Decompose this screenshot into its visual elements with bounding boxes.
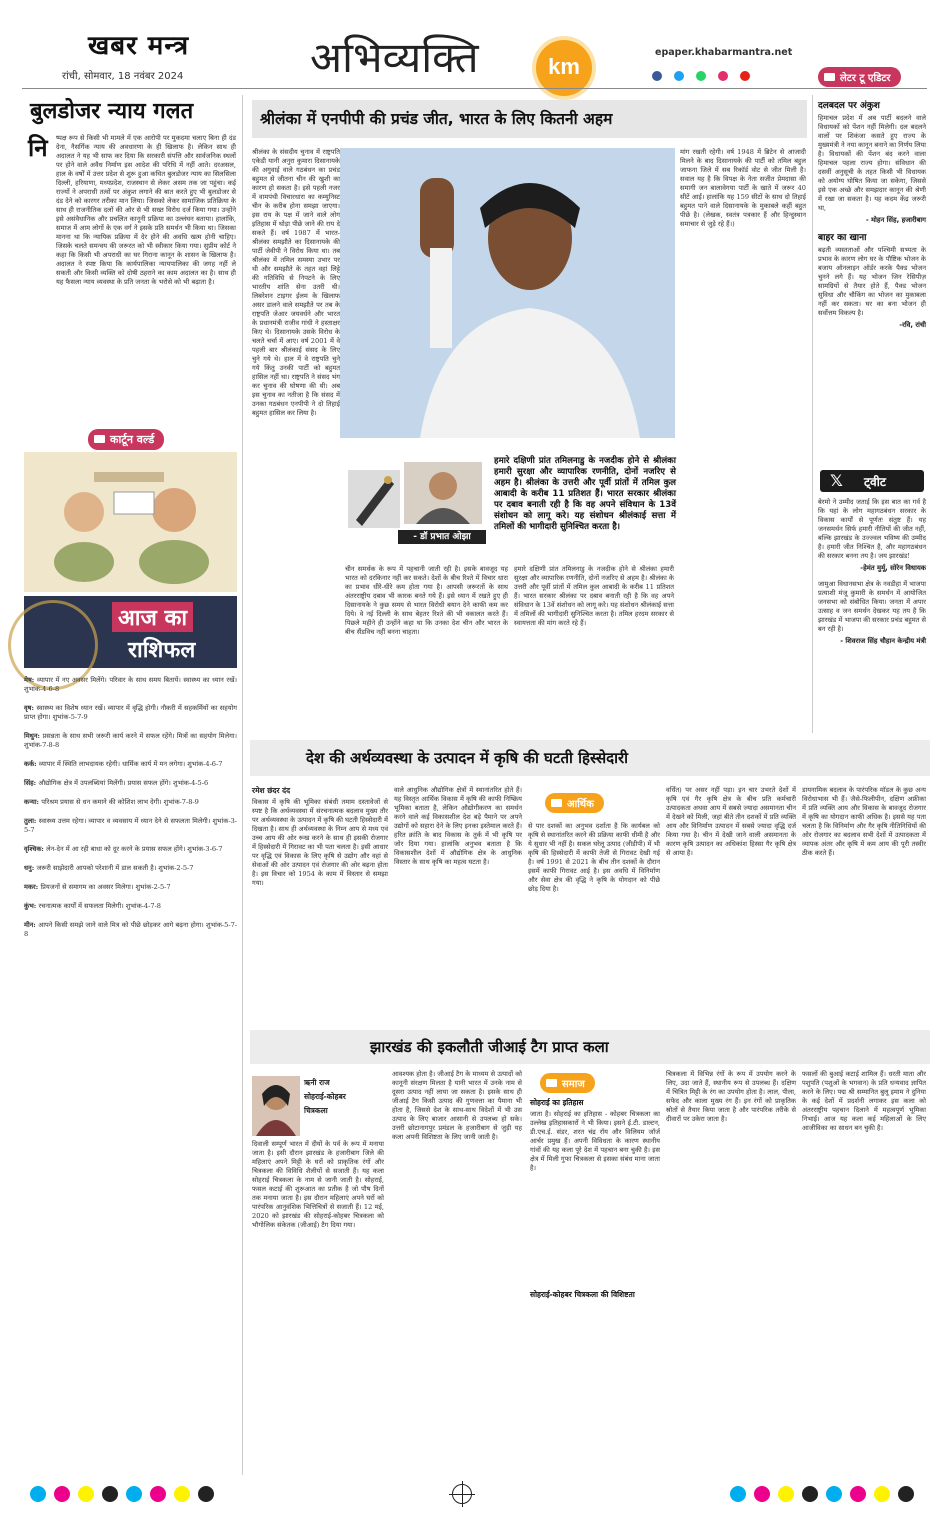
horoscope-entry <box>24 817 237 835</box>
lead-photo <box>340 148 675 438</box>
horoscope-text: प्रसन्नता के साथ सभी जरूरी कार्य करने में सफल रहेंगे। मित्रों का सहयोग मिलेगा। शुभांक-7-8-8 <box>24 732 237 749</box>
horoscope-title-line1: आज का <box>112 602 193 632</box>
horoscope-sign: कन्या: <box>24 798 42 806</box>
instagram-icon[interactable] <box>718 71 728 81</box>
youtube-icon[interactable] <box>740 71 750 81</box>
economy-author: रमेश छंदर दंद <box>252 786 291 795</box>
footer-registration <box>0 1478 945 1508</box>
economy-col-2: वाले आधुनिक औद्योगिक क्षेत्रों में स्थानांतरित होते हैं। यह विस्तृत आर्थिक विकास में कृषि की काफी निष्क्रिय भूमिका बताता है, लेकिन औद्योगीकरण का समर्थन करने वाले कई विकासशील देश बड़े पैमाने पर अपने उद्योगों को सहारा देने के लिए इनका इस्तेमाल करते हैं। हरित क्रांति के बाद विकास के तुर्क में भी कृषि पर जोर दिया गया। हालांकि अनुभव बताता है कि विकासशील देशों में औद्योगिक क्षेत्र के आधुनिक विस्तार के साथ कृषि का महत्व घटता है। <box>394 786 522 866</box>
gi-col-4: चित्रकला में विभिन्न रंगों के रूप में उपयोग करने के लिए, उदा जाते हैं, स्थानीय रूप से उपलब्ध हैं। दक्षिण में चित्रित मिट्टी के रंग का उपयोग होता है। लाल, पीला, सफेद और काला मुख्य रंग हैं। इन रंगों को प्राकृतिक स्रोतों से तैयार किया जाता है और पारंपरिक तरीके से दीवारों पर उकेरा जाता है। <box>666 1070 796 1123</box>
tweet-list <box>818 498 926 733</box>
cartoon-label <box>88 428 164 450</box>
paper-name: खबर मन्त्र <box>88 31 190 61</box>
editorial-body: ष्पक्ष रूप से किसी भी मामले में एक आरोपी पर मुकदमा चलाए बिना ही दंड देना, नैसर्गिक न्याय की अवधारणा के ही खिलाफ है। लेकिन साथ ही अदालत ने यह भी साफ कर दिया कि सरकारी संपत्ति और सार्वजनिक स्थलों पर होने वाले अवैध निर्माण इस आदेश की परिधि में नहीं आते। दरअसल, हाल के वर्षों में उत्तर प्रदेश से शुरू हुआ कथित बुलडोजर न्याय का सिलसिला दिल्ली, हरियाणा, मध्यप्रदेश, राजस्थान से लेकर असम तक जा पहुंचा। कई राज्यों ने अपराधी तत्वों पर अंकुश लगाने की बात करते हुए भी बुलडोजर से दंड देने को कारगर तरीका मान लिया। जिसको लेकर सामाजिक प्रतिक्रिया के साथ ही राजनीतिक दलों की ओर से भी सख्त विरोध दर्ज किया गया। उन्होंने इसे असंवैधानिक और प्रचलित कानूनी प्रक्रिया का उल्लंघन बताया। हालांकि, समाज में आम लोगों के एक वर्ग ने इसके प्रति समर्थन भी किया था। जिसका मानना था कि न्यायिक प्रक्रिया में देर होने की अवधि खत्म होनी चाहिए। जिसके चलते समन्वय की जरूरत को भी स्वीकार किया गया। सुप्रीम कोर्ट ने कहा कि किसी भी अपराधी का घर गिराना कानून के शासन के खिलाफ है। अदालत ने स्पष्ट किया कि कार्यपालिका न्यायपालिका की जगह नहीं ले सकती और किसी व्यक्ति को दोषी ठहराने का काम अदालत का है। साथ ही यह फैसला न्याय व्यवस्था के प्रति जनता के भरोसे को भी बढ़ाता है। <box>56 134 236 286</box>
gi-col-1: दिवाली सम्पूर्ण भारत में दीयों के पर्व के रूप में मनाया जाता है। इसी दौरान झारखंड के हजारीबाग जिले की महिलाएं अपने मिट्टी के घरों को प्राकृतिक रंगों और चित्रकला की विविधि शैलीयों से सजाती हैं। यह कला सोहराई चित्रकला के नाम से जानी जाती है। सोहराई, फसल कटाई की शुरूआत का प्रतीक है जो पौष दिनों तक मनाया जाता है। इस दौरान महिलाएं अपने घरों को पारंपरिक आनुवंशिक भित्तिचित्रों से सजाती हैं। 12 मई, 2020 को झारखंड की सोहराई-कोहबर चित्रकला को भौगोलिक संकेतक (जीआई) टैग दिया गया। <box>252 1140 384 1229</box>
horoscope-entry <box>24 798 237 807</box>
horoscope-text: जरूरी साझेदारी आपको परेशानी में डाल सकती है। शुभांक-2-5-7 <box>36 864 194 872</box>
pen-icon <box>348 470 400 528</box>
letter-sign: -रवि, रांची <box>899 321 926 329</box>
gi-subhead-2: सोहराई-कोहबर चित्रकला की विशिष्टता <box>530 1290 635 1299</box>
horoscope-text: स्वास्थ्य उत्तम रहेगा। व्यापार व व्यवसाय में ध्यान देने से सफलता मिलेगी। शुभांक-3-5-7 <box>24 817 237 834</box>
horoscope-list <box>24 676 237 1466</box>
whatsapp-icon[interactable] <box>696 71 706 81</box>
tweet-text: जामुआ विधानसभा क्षेत्र के नवडीहा में भाजपा प्रत्याशी मंजू कुमारी के समर्थन में आयोजित जनसभा को संबोधित किया। जनता में अपार उत्साह व जन समर्थन देखकर यह तय है कि झारखंड में भाजपा की सरकार प्रचंड बहुमत से बन रही है। <box>818 580 926 633</box>
lead-col-1: श्रीलंका के संसदीय चुनाव में राष्ट्रपति एकेडी यानी अनुरा कुमारा दिसानायके की अगुवाई वाले गठबंधन का प्रचंड बहुमत से जीतना चीन की खुशी का कारण हो सकता है। इसे पहली नजर में वामपंथी विचारधारा का कम्युनिस्ट चीन के करीब होना समझा जाएगा। इस राय के पक्ष में जाने वाले लोग इतिहास में थोड़ा पीछे जाने की राय दे सकते हैं। वर्ष 1987 में भारत-श्रीलंका समझौते का दिसानायके की पार्टी जेवीपी ने विरोध किया था। तब श्रीलंका में तमिल समस्या उभार पर थी और समझौते के तहत वहां लिट्टे की गतिविधि से निपटने के लिए भारतीय शांति सेना उतरी थी। लिबरेशन टाइगर ईलम के खिलाफ असर डालने वाले समझौते पर तब के राष्ट्रपति जेआर जयवर्धने और भारत के प्रधानमंत्री राजीव गांधी ने हस्ताक्षर किए थे। दिसानायके उसके विरोध के चलते चर्चा में आए। वर्ष 2001 में वे पहली बार श्रीलंकाई संसद के लिए चुने गये थे। हाल में वे राष्ट्रपति चुने गये किंतु उनकी पार्टी को बहुमत हासिल नहीं था। राष्ट्रपति ने संसद भंग कर चुनाव की घोषणा की थी। अब इस चुनाव का नतीजा है कि संसद में उनका गठबंधन एनपीपी ने दो तिहाई बहुमत हासिल कर लिया है। <box>252 148 340 417</box>
politician-photo <box>340 148 675 438</box>
horoscope-sign: मीन: <box>24 921 39 929</box>
masthead <box>0 0 945 90</box>
lead-headline: श्रीलंका में एनपीपी की प्रचंड जीत, भारत के लिए कितनी अहम <box>260 110 613 128</box>
tweet-label: ट्वीट <box>864 475 886 489</box>
tweet-text: बेरमो ने उम्मीद जताई कि इस बात का गर्व है कि यहां के लोग महागठबंधन सरकार के विकास कार्यों से पूर्णतः संतुष्ट हैं। यह जनसमर्थन सिर्फ हमारी नीतियों की जीत नहीं, बल्कि झारखंड के उज्ज्वल भविष्य की उम्मीद है। हमारी जीत निश्चित है, और महागठबंधन की सरकार बनना तय है। जय झारखंड! <box>818 498 926 560</box>
gi-headline: झारखंड की इकलौती जीआई टैग प्राप्त कला <box>370 1038 609 1056</box>
cartoon-illustration <box>24 452 237 592</box>
horoscope-entry <box>24 883 237 892</box>
horoscope-entry <box>24 676 237 694</box>
economy-col-4: वर्धित) पर असर नहीं पड़ा। इन चार उभरते देशों में कृषि एवं गैर कृषि क्षेत्र के बीच प्रति कर्मचारी उत्पादकता अथवा आय में सबसे ज्यादा असमानता चीन में देखने को मिली, जहां बीते तीन दशकों में प्रति व्यक्ति आय और विनिर्माण उत्पादन में सबसे ज्यादा वृद्धि दर्ज किया गया है। चीन में देखी जाने वाली असमानता के कारण कृषि उत्पादन का अधिकांश हिस्सा गैर कृषि क्षेत्र से आया है। <box>666 786 796 857</box>
lead-col-4: हमारे दक्षिणी प्रांत तमिलनाडु के नजदीक होने से श्रीलंका हमारी सुरक्षा और व्यापारिक रणनीति, दोनों नजरिए से अहम है। श्रीलंका के उत्तरी और पूर्वी प्रांतों में तमिल कुल आबादी के करीब 11 प्रतिशत हैं। भारत सरकार श्रीलंका पर दबाव बनाती रही है कि वह अपने संविधान के 13वें संशोधन को लागू करे। यह संशोधन श्रीलंकाई सत्ता में तमिलों की भागीदारी सुनिश्चित करता है। तमिल हरदम सरकार से स्वायत्तता की मांग करते रहे हैं। <box>514 565 674 627</box>
horoscope-sign: मेष: <box>24 676 37 684</box>
horoscope-sign: तुला: <box>24 817 39 825</box>
lead-headline-box <box>252 100 807 138</box>
social-icons <box>652 66 778 80</box>
horoscope-text: व्यापार में नए अवसर मिलेंगे। परिवार के साथ समय बितायें। स्वास्थ्य का ध्यान रखें। शुभांक-4-6-8 <box>24 676 237 693</box>
horoscope-entry <box>24 779 237 788</box>
horoscope-entry <box>24 864 237 873</box>
gi-col-5: फसलों की बुआई कटाई शामिल हैं। धरती माता और पशुपति (पशुओं के भगवान) के प्रति धन्यवाद ज्ञापित करने के लिए। पद्म श्री सम्मानित बुलू इमाम ने दुनिया के कई देशों में प्रदर्शनी लगाकर इस कला को अंतरराष्ट्रीय पहचान दिलाने में महत्वपूर्ण भूमिका निभाई। आज यह कला कई महिलाओं के लिए आजीविका का साधन बन चुकी है। <box>802 1070 926 1132</box>
horoscope-sign: कुंभ: <box>24 902 39 910</box>
horoscope-entry <box>24 760 237 769</box>
gi-author-name: ऋनी राज <box>304 1078 330 1087</box>
cartoon-image <box>24 452 237 592</box>
horoscope-text: औद्योगिक क्षेत्र में उपलब्धियां मिलेंगी। प्रयास सफल होंगे। शुभांक-4-5-6 <box>38 779 209 787</box>
letter-sign: - मोहन सिंह, हजारीबाग <box>865 216 926 224</box>
horoscope-sign: सिंह: <box>24 779 39 787</box>
author-portrait <box>404 462 482 524</box>
letter-text: बढ़ती व्यस्तताओं और पश्चिमी सभ्यता के प्रभाव के कारण लोग घर के पौष्टिक भोजन के बजाय ऑनलाइन ऑर्डर करके पैक्ड भोजन चुनने लगे हैं। यह भोजन जिन रेसिपीज़ सामग्रियों से तैयार होते हैं, पैक्ड भोजन सुविधा और चौकिंग का भोजन का मुकाबला नहीं कर सकता। घर का बना भोजन ही सर्वोत्तम विकल्प है। <box>818 246 926 317</box>
gi-headline-box <box>250 1030 930 1064</box>
section-title: अभिव्यक्ति <box>310 33 479 82</box>
crosshair-icon <box>452 1484 472 1504</box>
horoscope-sign: मिथुन: <box>24 732 43 740</box>
tweet-sign: -हेमंत मुर्मू, सोरेन विधायक <box>860 564 926 572</box>
gi-label-box <box>540 1072 595 1093</box>
horoscope-sign: वृश्चिक: <box>24 845 47 853</box>
horoscope-entry <box>24 845 237 854</box>
horoscope-text: परिश्रम प्रयास से धन कमाने की कोशिश लाभ देगी। शुभांक-7-8-9 <box>41 798 199 806</box>
facebook-icon[interactable] <box>652 71 662 81</box>
horoscope-sign: मकर: <box>24 883 41 891</box>
lead-pull-quote: हमारे दक्षिणी प्रांत तमिलनाडु के नजदीक होने से श्रीलंका हमारी सुरक्षा और व्यापारिक रणनीति, दोनों नजरिए से अहम है। श्रीलंका के उत्तरी और पूर्वी प्रांतों में तमिल कुल आबादी के करीब 11 प्रतिशत हैं। भारत सरकार श्रीलंका पर दबाव बनाती रही है कि वह अपने संविधान के 13वें संशोधन को लागू करे। यह संशोधन श्रीलंकाई सत्ता में तमिलों की भागीदारी सुनिश्चित करता है। <box>494 456 676 532</box>
economy-pill: आर्थिक <box>545 793 604 813</box>
lead-author: - डॉ प्रभात ओझा <box>413 532 471 542</box>
horoscope-title-line2: राशिफल <box>128 638 196 663</box>
horoscope-text: लेन-देन में आ रही बाधा को दूर करने के प्रयास सफल होंगे। शुभांक-3-6-7 <box>46 845 223 853</box>
editorial-body-cont <box>24 206 236 414</box>
gi-author-role2: चित्रकला <box>304 1106 328 1115</box>
horoscope-text: स्वास्थ्य का विशेष ध्यान रखें। व्यापार में वृद्धि होगी। नौकरी में सहकर्मियों का सहयोग प्राप्त होगा। शुभांक-5-7-9 <box>24 704 237 721</box>
horoscope-text: आपने किसी समझे जाने वाले मित्र को पीछे छोड़कर आगे बढ़ना होगा। शुभांक-5-7-8 <box>24 921 237 938</box>
letters-label-box <box>818 66 901 87</box>
letter-heading: बाहर का खाना <box>818 233 867 243</box>
economy-headline-box <box>250 740 930 776</box>
letters-pill: लेटर टू एडिटर <box>818 67 901 87</box>
tweet-sign: - शिवराज सिंह चौहान केन्द्रीय मंत्री <box>840 637 926 645</box>
horoscope-sign: कर्क: <box>24 760 39 768</box>
epaper-url[interactable]: epaper.khabarmantra.net <box>655 47 793 58</box>
twitter-icon[interactable] <box>674 71 684 81</box>
dateline: रांची, सोमवार, 18 नवंबर 2024 <box>62 71 184 82</box>
horoscope-entry <box>24 732 237 750</box>
tweet-label-box <box>820 470 924 492</box>
economy-col-3: से पार दशकों का अनुभव दर्शाता है कि कार्यबल को कृषि से स्थानांतरित करने की प्रक्रिया काफी धीमी है और ये सुधार भी नहीं है। सकल घरेलू उत्पाद (जीडीपी) में भी कृषि की हिस्सेदारी में काफी तेजी से गिरावट देखी गई है। वर्ष 1991 से 2021 के बीच तीन दशकों के दौरान इसमें काफी गिरावट आई है। इस अवधि में विनिर्माण और सेवा क्षेत्र की वृद्धि ने कृषि के योगदान को पीछे छोड़ दिया है। <box>528 822 660 893</box>
lead-col-3: चीन समर्थक के रूप में पहचानी जाती रही है। इसके बावजूद यह भारत को दरकिनार नहीं कर सकते। देशों के बीच रिश्ते में विचार धारा का प्रभाव धीरे-धीरे कम होता गया है। आपसी जरूरतों के साथ अंतरराष्ट्रीय दबाव भी कारक बनते गये हैं। इसे ध्यान में रखते हुए ही दिसानायके ने कुछ समय से भारत विरोधी बयान देने काफी कम कर दिये। वे नई दिल्ली के साथ बेहतर रिश्ते की भी वकालत करते हैं। पिछले महीने ही उन्होंने कहा था कि उनका देश चीन और भारत के बीच सैंडविच नहीं बनना चाहता। <box>345 565 508 636</box>
logo-text: km <box>548 54 580 79</box>
gi-pill: समाज <box>540 1073 595 1093</box>
horoscope-sign: वृष: <box>24 704 37 712</box>
gi-col-2: आवश्यक होता है। जीआई टैग के माध्यम से उत्पादों को कानूनी संरक्षण मिलता है यानी भारत में उनके नाम से दूसरा उत्पाद नहीं लाया जा सकता है। इसके साथ ही जीआई टैग किसी उत्पाद की गुणवत्ता का पैमाना भी होता है, जिससे देश के साथ-साथ विदेशों में भी उस उत्पाद के लिए बाजार आसानी से उपलब्ध हो सके। उत्तरी छोटानागपुर प्रमंडल के हजारीबाग से जुड़ी यह कला अपनी विशिष्टता के लिए जानी जाती है। <box>392 1070 522 1141</box>
author-tag <box>398 530 486 544</box>
horoscope-entry <box>24 704 237 722</box>
letters-list <box>818 92 926 460</box>
gi-col-3b <box>530 1314 660 1466</box>
economy-label-box <box>545 792 604 813</box>
gi-author-photo <box>252 1076 300 1136</box>
editorial-headline: बुलडोजर न्याय गलत <box>30 99 194 124</box>
gi-subhead-1: सोहराई का इतिहास <box>530 1098 584 1107</box>
horoscope-text: व्यापार में स्थिति लाभदायक रहेगी। धार्मिक कार्य में मन लगेगा। शुभांक-4-6-7 <box>38 760 223 768</box>
economy-col-1: विकास में कृषि की भूमिका संबंधी तमाम दस्तावेजों से स्पष्ट है कि अर्थव्यवस्था में संरचनात्मक बदलाव मुख्य तौर पर अर्थव्यवस्था के उत्पादन में कृषि की घटती हिस्सेदारी में दिखता है। साथ ही अर्थव्यवस्था के निम्न आय से मध्य एवं उच्च आय की ओर रूख करने के साथ ही इसकी रोजगार में हिस्सेदारी में गिरावट का भी पता चलता है। इसी आधार पर वृद्धि एवं विकास के लिए कृषि से उद्योग और वहां से सेवाओं की ओर उत्पादन एवं रोजगार की ओर बढ़ना होता है। इस विचार को 1954 के काम में विस्तार से समझा गया। <box>252 798 388 887</box>
horoscope-text: रचनात्मक कार्यों में सफलता मिलेगी। शुभांक-4-7-8 <box>38 902 161 910</box>
economy-col-5: डायनामिक बदलाव के पारंपरिक मॉडल के कुछ अन्य विरोधाभास भी हैं। जैसे-फिलीपीन, दक्षिण अफ्रीका में प्रति व्यक्ति आय और विकास के बावजूद रोजगार में कृषि का योगदान काफी अधिक है। इससे यह पता चलता है कि विनिर्माण और गैर कृषि नीतिनिधियों की ओर रोजगार का बदलाव सभी देशों में उत्पादकता में व्यापक अंतर और कृषि में कम आय की पूरी तस्वीर ठीक करते हैं। <box>802 786 926 857</box>
letter-text: हिमाचल प्रदेश में अब पार्टी बदलने वाले विधायकों को पेंशन नहीं मिलेगी। दल बदलने वालों पर शिकंजा कसते हुए राज्य के मुख्यमंत्री ने नया कानून बनाने का निर्णय लिया है। विधायकों की पेंशन बंद करने वाला हिमाचल पहला राज्य होगा। संविधान की दसवीं अनुसूची के तहत किसी भी विधायक को अयोग्य घोषित किया जा सकेगा, जिससे इसे एक अच्छे और समझदार कानून की श्रेणी में रखा जा सकता है। यह कदम केंद्र जरूरी था, <box>818 114 926 212</box>
horoscope-sign: धनु: <box>24 864 37 872</box>
cartoon-world-pill: कार्टून वर्ल्ड <box>88 429 164 450</box>
economy-headline: देश की अर्थव्यवस्था के उत्पादन में कृषि की घटती हिस्सेदारी <box>306 749 628 767</box>
gi-author-role1: सोहराई-कोहबर <box>304 1092 346 1101</box>
horoscope-entry <box>24 902 237 911</box>
lead-col-5: मांग रखती रहेगी। वर्ष 1948 में ब्रिटेन से आजादी मिलने के बाद दिसानायके की पार्टी को तमिल बहुल जाफना जिले में सब रिकॉर्ड वोट से जीत मिली है। सवाल यह है कि विपक्ष के नेता सजीत प्रेमदासा की समागी जन बालावेगया पार्टी के खाते में जरूर 40 सीटें आईं। हालांकि यह 159 सीटों के साथ दो तिहाई बहुमत पाने वाले दिसानायके के मुकाबले कहीं बहुत पीछे है। (लेखक, स्वतंत्र पत्रकार हैं और हिन्दुस्थान समाचार से जुड़े रहे हैं।) <box>680 148 806 228</box>
x-logo-icon: 𝕏 <box>830 471 843 490</box>
letter-heading: दलबदल पर अंकुश <box>818 101 880 111</box>
horoscope-entry <box>24 921 237 939</box>
gi-col-3: जाता है। सोहराई का इतिहास - कोहबर चित्रकला का उल्लेख इतिहासकारों ने भी किया। इसने ई.टी. डाल्टन, डी.एच.ई. संडर, शरत चंद्र रॉय और विलियम जॉर्ज आर्चर प्रमुख हैं। अपनी विविधता के कारण स्थानीय गांवों की यह कला पूरे देश में पहचान बना चुकी है। इस क्षेत्र में मिली गुफा चित्रकला से इसका संबंध माना जाता है। <box>530 1110 660 1172</box>
editorial-drop-cap: नि <box>28 133 48 162</box>
horoscope-banner <box>24 596 237 668</box>
horoscope-text: प्रियजनों से समागम का अवसर मिलेगा। शुभांक-2-5-7 <box>40 883 171 891</box>
